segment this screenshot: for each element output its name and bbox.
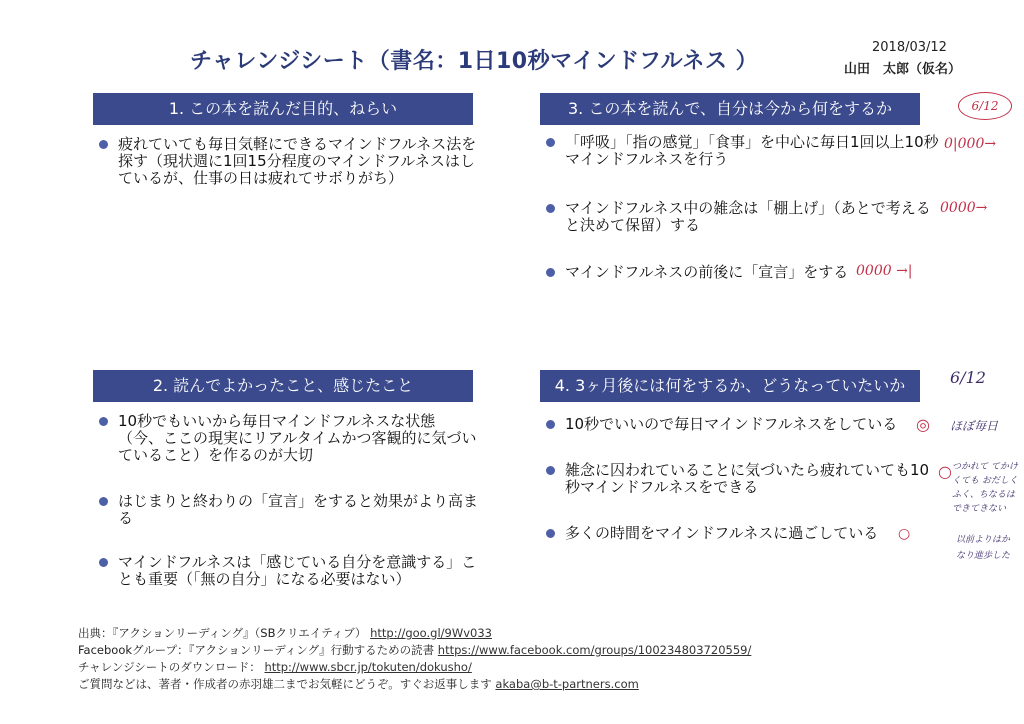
item-text: マインドフルネス中の雑念は「棚上げ」（あとで考えると決めて保留）する [565, 199, 931, 234]
list-item [543, 416, 941, 433]
footer-download-label: チャレンジシートのダウンロード： [78, 660, 261, 674]
footer-facebook-link[interactable]: https://www.facebook.com/groups/100234803720559/ [437, 643, 752, 657]
bullet-icon [546, 204, 555, 213]
footer-contact-email[interactable]: akaba@b-t-partners.com [495, 677, 639, 691]
date-label: 2018/03/12 [872, 40, 947, 55]
bullet-icon [546, 466, 555, 475]
bullet-icon [99, 497, 108, 506]
author-label: 山田 太郎（仮名） [844, 62, 962, 77]
item-text: 10秒でもいいから毎日マインドフルネスな状態（今、ここの現実にリアルタイムかつ客観的に気づいていること）を作るのが大切 [118, 412, 477, 464]
footer-download [78, 659, 472, 675]
bullet-icon [99, 140, 108, 149]
item-text: マインドフルネスは「感じている自分を意識する」ことも重要（「無の自分」になる必要はない） [118, 553, 477, 588]
handwritten-note-1: ほぼ毎日 [950, 419, 999, 433]
footer-source-label: 出典：『アクションリーディング』（SBクリエイティブ） [78, 626, 367, 640]
list-item [543, 134, 941, 168]
bullet-icon [546, 138, 555, 147]
list-item [543, 200, 941, 234]
bullet-icon [546, 268, 555, 277]
footer-source [78, 625, 492, 641]
handwritten-note-2: つかれて てかけくても おだしくふく、ちなるはできてきない [952, 462, 1018, 514]
handwritten-date-circle: 6/12 [958, 92, 1012, 120]
section-3-header: 3. この本を読んで、自分は今から何をするか [540, 93, 920, 125]
handwritten-progress-1: 0|000→ [944, 136, 997, 152]
handwritten-mark-2: ○ [938, 462, 952, 481]
item-text: 疲れていても毎日気軽にできるマインドフルネス法を探す（現状週に1回15分程度のマインドフルネスはしているが、仕事の日は疲れてサボりがち） [118, 135, 477, 187]
handwritten-mark-3: ○ [898, 526, 911, 542]
list-item [543, 462, 941, 496]
footer-contact [78, 676, 639, 692]
bullet-icon [546, 529, 555, 538]
list-item [96, 136, 480, 187]
list-item [96, 493, 480, 527]
footer-facebook-label: Facebookグループ：『アクションリーディング』行動するための読書 [78, 643, 435, 657]
footer-source-link[interactable]: http://goo.gl/9Wv033 [370, 626, 492, 640]
footer-facebook [78, 642, 751, 658]
section-4-header: 4. 3ヶ月後には何をするか、どうなっていたいか [540, 370, 920, 402]
list-item [543, 525, 941, 542]
item-text: 10秒でいいので毎日マインドフルネスをしている [565, 415, 898, 433]
bullet-icon [99, 558, 108, 567]
handwritten-date-mid: 6/12 [950, 368, 986, 387]
item-text: 多くの時間をマインドフルネスに過ごしている [565, 524, 879, 542]
bullet-icon [546, 420, 555, 429]
handwritten-note-3: 以前よりはかなり進歩した [956, 535, 1011, 561]
page-title: チャレンジシート（書名：1日10秒マインドフルネス ） [190, 49, 759, 74]
item-text: マインドフルネスの前後に「宣言」をする [565, 263, 849, 281]
list-item [96, 413, 480, 464]
item-text: 雑念に囚われていることに気づいたら疲れていても10秒マインドフルネスをできる [565, 461, 930, 496]
section-2-header: 2. 読んでよかったこと、感じたこと [93, 370, 473, 402]
footer-contact-label: ご質問などは、著者・作成者の赤羽雄二までお気軽にどうぞ。すぐお返事します [78, 677, 492, 691]
handwritten-mark-1: ◎ [916, 415, 930, 434]
item-text: 「呼吸」「指の感覚」「食事」を中心に毎日1回以上10秒マインドフルネスを行う [565, 133, 939, 168]
section-1-header: 1. この本を読んだ目的、ねらい [93, 93, 473, 125]
item-text: はじまりと終わりの「宣言」をすると効果がより高まる [118, 492, 479, 527]
list-item [96, 554, 480, 588]
bullet-icon [99, 417, 108, 426]
footer-download-link[interactable]: http://www.sbcr.jp/tokuten/dokusho/ [264, 660, 472, 674]
handwritten-progress-2: 0000→ [940, 200, 988, 216]
handwritten-progress-3: 0000 →| [856, 263, 913, 279]
